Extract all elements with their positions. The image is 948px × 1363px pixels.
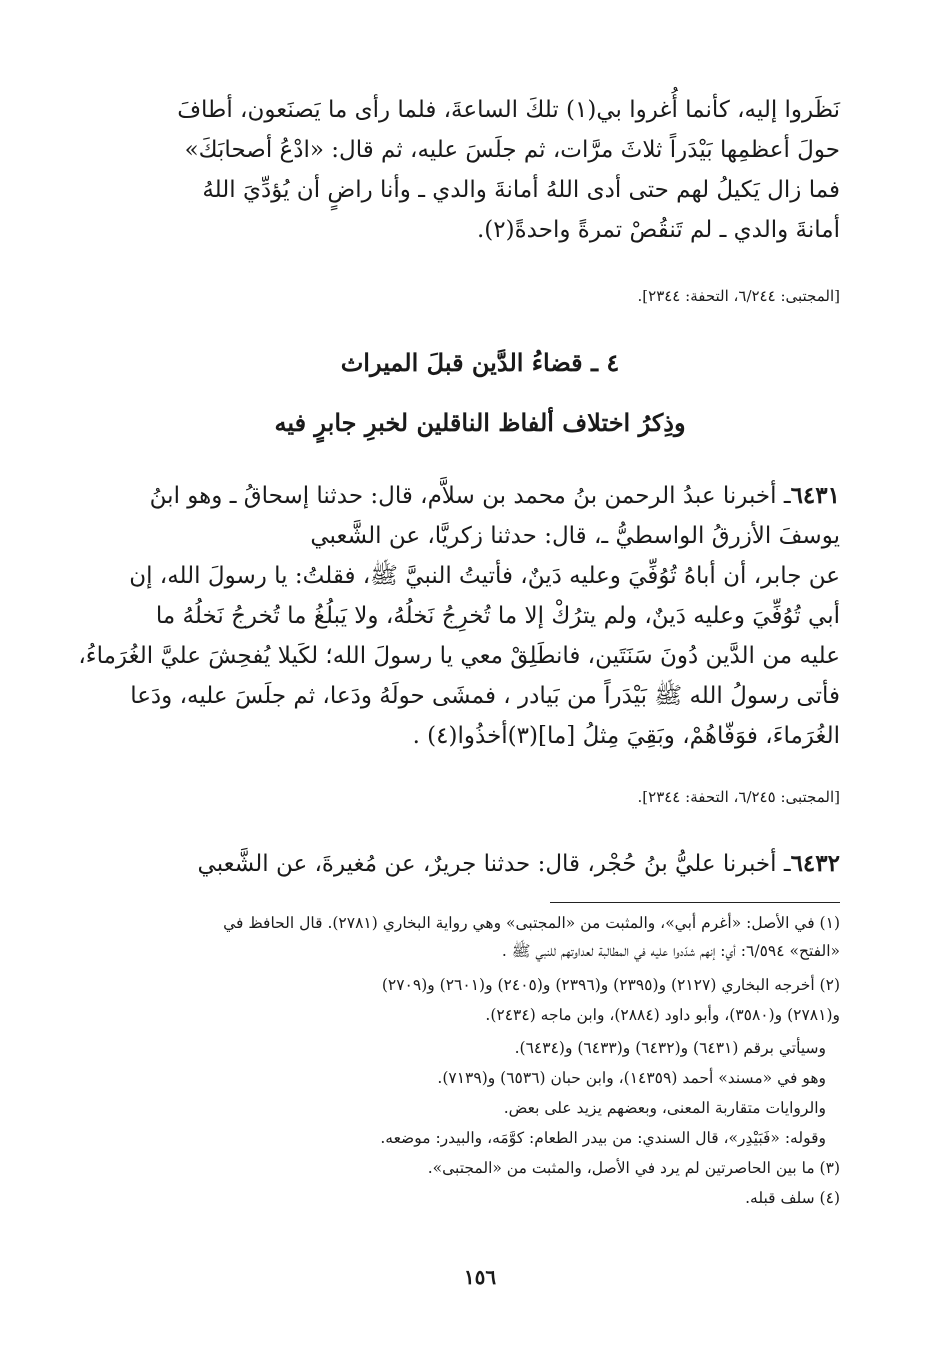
footnote-line: والروايات متقاربة المعنى، وبعضهم يزيد على بعض. [503,1099,826,1117]
footnote-line: وهو في «مسند» أحمد (١٤٣٥٩)، وابن حبان (٦٥٣٦) و(٧١٣٩). [437,1069,826,1087]
hadith-line: يوسفَ الأزرقُ الواسطيُّ ـ، قال: حدثنا زكريَّا، عن الشَّعبي [310,523,840,549]
paragraph-line: نَظَروا إليه، كأنما أُغروا بي(١) تلكَ الساعةَ، فلما رأى ما يَصنَعون، أطافَ [177,97,840,123]
page-number: ١٥٦ [463,1265,497,1289]
hadith-line: الغُرَماءَ، فوَفّاهُمْ، وبَقِيَ مِثلُ [ما](٣)أخذُوا(٤) . [412,723,840,749]
hadith-text: ـ أخبرنا عبدُ الرحمن بنُ محمد بن سلاَّم، قال: حدثنا إسحاقُ ـ وهو ابنُ [149,483,791,509]
footnote-line: وقوله: «فَبَيْدِر»، قال السندي: من بيدر الطعام: كوَّمَه، والبيدر: موضعه. [380,1129,826,1147]
source-citation: [المجتبى: ٦/٢٤٥، التحفة: ٢٣٤٤]. [637,788,840,806]
hadith-line: أبي تُوُفِّيَ وعليه دَينٌ، ولم يترُكْ إلا ما تُخرِجُ نَخلُهُ، ولا يَبلُغُ ما تُخرجُ نَخلُهُ ما [155,603,840,629]
footnote-line: (٤) سلف قبله. [745,1189,840,1207]
hadith-6432-line [120,844,840,884]
hadith-6431-first-line [120,476,840,516]
chapter-subtitle: وذِكرُ اختلاف ألفاظ الناقلين لخبرِ جابرٍ فيه [274,408,686,437]
footnote-line: و(٢٧٨١) و(٣٥٨٠)، وأبو داود (٢٨٨٤)، وابن ماجه (٢٤٣٤). [485,1006,840,1024]
hadith-number: ٦٤٣١ [790,482,840,509]
footnote-line: (٣) ما بين الحاصرتين لم يرد في الأصل، والمثبت من «المجتبى». [427,1159,840,1177]
hadith-line: فأتى رسولُ الله ﷺ بَيْدَراً من بَيادر ، فمشَى حولَهُ ودَعا، ثم جلَسَ عليه، ودَعا [130,683,840,709]
footnote-divider [550,902,840,903]
hadith-line: عن جابر، أن أباهُ تُوُفِّيَ وعليه دَينٌ، فأتيتُ النبيَّ ﷺ، فقلتُ: يا رسولَ الله، إن [129,563,840,589]
hadith-number: ٦٤٣٢ [790,850,840,877]
footnote-line: «الفتح» ٦/٥٩٤: أي: إنهم شدّدوا عليه في المطالبة لعداوتهم للنبي ﷺ . [501,942,840,960]
footnote-line: (١) في الأصل: «أغرم أبي»، والمثبت من «المجتبى» وهي رواية البخاري (٢٧٨١). قال الحافظ في [223,914,840,932]
hadith-text: ـ أخبرنا عليُّ بنُ حُجْر، قال: حدثنا جريرٌ، عن مُغيرةَ، عن الشَّعبي [197,851,791,877]
paragraph-line: فما زال يَكيلُ لهم حتى أدى اللهُ أمانةَ والدي ـ وأنا راضٍ أن يُؤدِّيَ اللهُ [202,177,840,203]
source-citation: [المجتبى: ٦/٢٤٤، التحفة: ٢٣٤٤]. [637,287,840,305]
footnote-line: وسيأتي برقم (٦٤٣١) و(٦٤٣٢) و(٦٤٣٣) و(٦٤٣٤). [514,1039,826,1057]
paragraph-line: حولَ أعظمِها بَيْدَراً ثلاثَ مرَّات، ثم جلَسَ عليه، ثم قال: «ادْعُ أصحابَكَ» [184,137,840,163]
chapter-title: ٤ ـ قضاءُ الدَّين قبلَ الميراث [340,348,620,377]
hadith-line: عليه من الدَّين دُونَ سَنَتَين، فانطَلِقْ معي يا رسولَ الله؛ لكَيلا يُفحِشَ عليَّ الغُرَماءُ، [78,643,840,669]
footnote-line: (٢) أخرجه البخاري (٢١٢٧) و(٢٣٩٥) و(٢٣٩٦) و(٢٤٠٥) و(٢٦٠١) و(٢٧٠٩) [381,976,840,994]
paragraph-line: أمانةَ والدي ـ لم تَنقُصْ تمرةً واحدةً(٢). [476,217,840,243]
